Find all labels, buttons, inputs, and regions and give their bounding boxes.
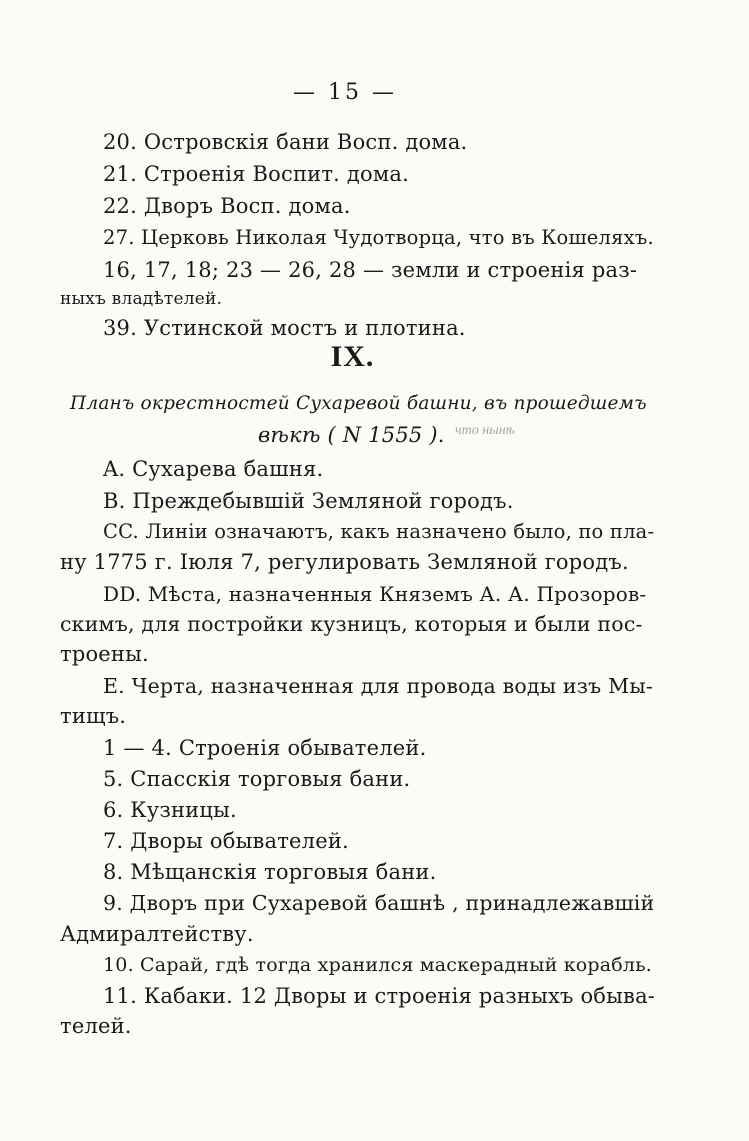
legend-item-continuation: скимъ, для постройки кузницъ, которыя и были пос- (60, 612, 643, 636)
legend-item-continuation: ну 1775 г. Iюля 7, регулировать Земляной городъ. (60, 550, 629, 574)
legend-item: B. Преждебывшiй Земляной городъ. (103, 489, 514, 513)
plan-title-line-2 (258, 421, 445, 449)
list-item: 22. Дворъ Восп. дома. (103, 194, 351, 218)
legend-item: DD. Мѣста, назначенныя Княземъ А. А. Прозоров- (103, 582, 647, 606)
legend-item: A. Сухарева башня. (103, 457, 324, 481)
list-item: 20. Островскiя бани Восп. дома. (103, 130, 468, 154)
legend-item: 1 — 4. Строенiя обывателей. (103, 736, 427, 760)
page-number: — 15 — (293, 80, 397, 105)
legend-item-continuation: тищъ. (60, 704, 127, 728)
legend-item: 8. Мѣщанскiя торговыя бани. (103, 860, 437, 884)
legend-item-continuation: телей. (60, 1014, 132, 1038)
list-item: 21. Строенiя Воспит. дома. (103, 162, 410, 186)
list-item: 39. Устинской мостъ и плотина. (103, 316, 466, 340)
list-item-continuation: ныхъ владѣтелей. (60, 289, 223, 309)
handwritten-annotation: что нынѣ (455, 423, 515, 438)
plan-title-line-2-text: вѣкѣ ( N 1555 ). (258, 423, 445, 447)
legend-item-continuation: троены. (60, 642, 149, 666)
legend-item: 11. Кабаки. 12 Дворы и строенiя разныхъ обыва- (103, 984, 656, 1008)
legend-item: 9. Дворъ при Сухаревой башнѣ , принадлежавшiй (103, 891, 655, 915)
legend-item: E. Черта, назначенная для провода воды изъ Мы- (103, 674, 653, 698)
legend-item: 5. Спасскiя торговыя бани. (103, 767, 411, 791)
section-heading: IX. (330, 340, 375, 373)
legend-item: 10. Сарай, гдѣ тогда хранился маскерадный корабль. (103, 954, 652, 976)
legend-item-continuation: Адмиралтейству. (60, 922, 254, 946)
list-item: 16, 17, 18; 23 — 26, 28 — земли и строенiя раз- (103, 258, 638, 282)
legend-item: 6. Кузницы. (103, 798, 237, 822)
legend-item: 7. Дворы обывателей. (103, 829, 349, 853)
plan-title-line-1: Планъ окрестностей Сухаревой башни, въ прошедшемъ (70, 393, 647, 414)
list-item: 27. Церковь Николая Чудотворца, что въ Кошеляхъ. (103, 226, 654, 249)
legend-item: CC. Линiи означаютъ, какъ назначено было, по пла- (103, 520, 655, 543)
